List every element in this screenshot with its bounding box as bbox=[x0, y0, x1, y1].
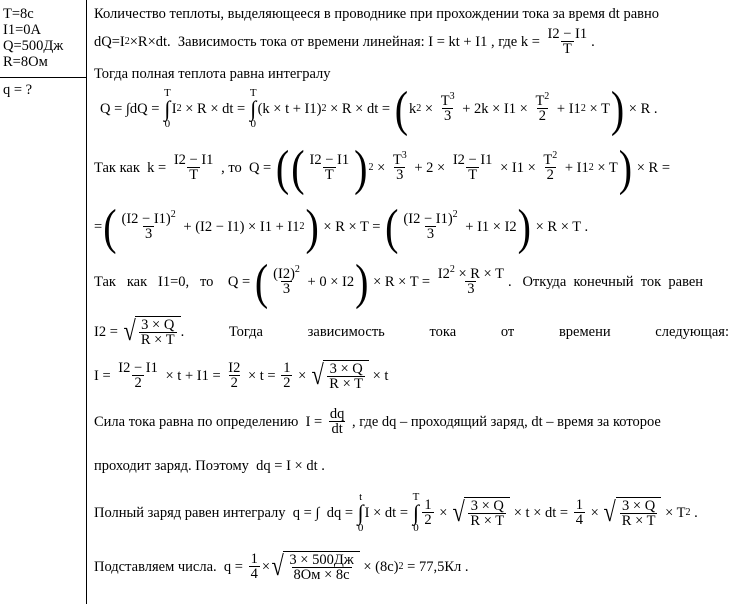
integral-sign: T ∫ 0 bbox=[412, 491, 420, 534]
solution-line-6: = ( $\frac{(I2 - I1)^2}{3}$ + (I2 − I1) × I1 + I1 2 ) × R × T = ( $\frac{(I2 - I1)^2}{3}$ + I1 × I2 ) × R × T . bbox=[94, 198, 589, 255]
solution-line-8: I2 = √ $\frac{3 \times Q}{R \times T}$ . Тогда зависимость тока от времени следующая: bbox=[94, 316, 729, 348]
solution-line-9: I = $\frac{I2 - I1}{2}$ × t + I1 = $\frac{I2}{2}$ × t = $\frac{1}{2}$ × √ $\frac{3 \times Q}{R \times T}$ × t bbox=[94, 360, 389, 392]
solution-line-1: Количество теплоты, выделяющееся в проводнике при прохождении тока за время dt равно bbox=[94, 6, 659, 22]
solution-line-12: Полный заряд равен интегралу q = ∫ dq = t ∫ 0 I × dt = T ∫ 0 $\frac{1}{2}$ × √ $\frac{3 \times Q}{R \times T}$ × t × dt = $\frac{1}{4}$ × √ $\frac{3 \times Q}{R \times T}$ × T 2 . bbox=[94, 491, 698, 534]
given-line: R=8Ом bbox=[3, 54, 48, 70]
solution-line-3: Тогда полная теплота равна интегралу bbox=[94, 66, 331, 82]
solution-line-4: Q = ∫dQ = T ∫ 0 I 2 × R × dt = T ∫ 0 (k × t + I1) 2 × R × dt = ( k 2 × $\frac{T^3}{3}$ + 2k × I1 × $\frac{T^2}{2}$ + I1 2 × T ) × R . bbox=[100, 80, 658, 137]
given-divider-vertical bbox=[86, 0, 87, 604]
given-line: Q=500Дж bbox=[3, 38, 64, 54]
given-line: T=8с bbox=[3, 6, 34, 22]
solution-line-5: Так как k = $\frac{I2 - I1}{T}$ , то Q = ( ( $\frac{I2 - I1}{T}$ ) 2 × $\frac{T^3}{3}$ + 2 × $\frac{I2 - I1}{T}$ × I1 × $\frac{T^2}{2}$ + I1 2 × T ) × R = bbox=[94, 139, 671, 196]
solution-line-10: Сила тока равна по определению I = $\frac{dq}{dt}$ , где dq – проходящий заряд, dt – время за которое bbox=[94, 406, 661, 437]
solution-line-2: dQ=I 2 ×R×dt. Зависимость тока от времени линейная: I = kt + I1 , где k = $\frac{I2 - I1}{T}$ . bbox=[94, 26, 595, 57]
solution-line-11: проходит заряд. Поэтому dq = I × dt . bbox=[94, 458, 325, 474]
given-line: I1=0А bbox=[3, 22, 41, 38]
given-block bbox=[3, 6, 63, 70]
k-fraction: $\frac{I2 - I1}{T}$ bbox=[547, 26, 588, 57]
given-divider-horizontal bbox=[0, 77, 86, 78]
integral-sign: T ∫ 0 bbox=[164, 87, 171, 130]
solution-line-13: Подставляем числа. q = $\frac{1}{4}$ × √ $\frac{3 \times 500Дж}{8Ом \times 8с}$ × (8с) 2 = 77,5Кл . bbox=[94, 551, 469, 583]
find-line: q = ? bbox=[3, 82, 33, 98]
integral-sign: T ∫ 0 bbox=[249, 87, 257, 130]
solution-line-7: Так как I1=0, то Q = ( $\frac{(I2)^2}{3}$ + 0 × I2 ) × R × T = $\frac{I2^2 \times R \times T}{3}$ . Откуда конечный ток равен bbox=[94, 253, 704, 310]
integral-sign: t ∫ 0 bbox=[357, 491, 364, 534]
